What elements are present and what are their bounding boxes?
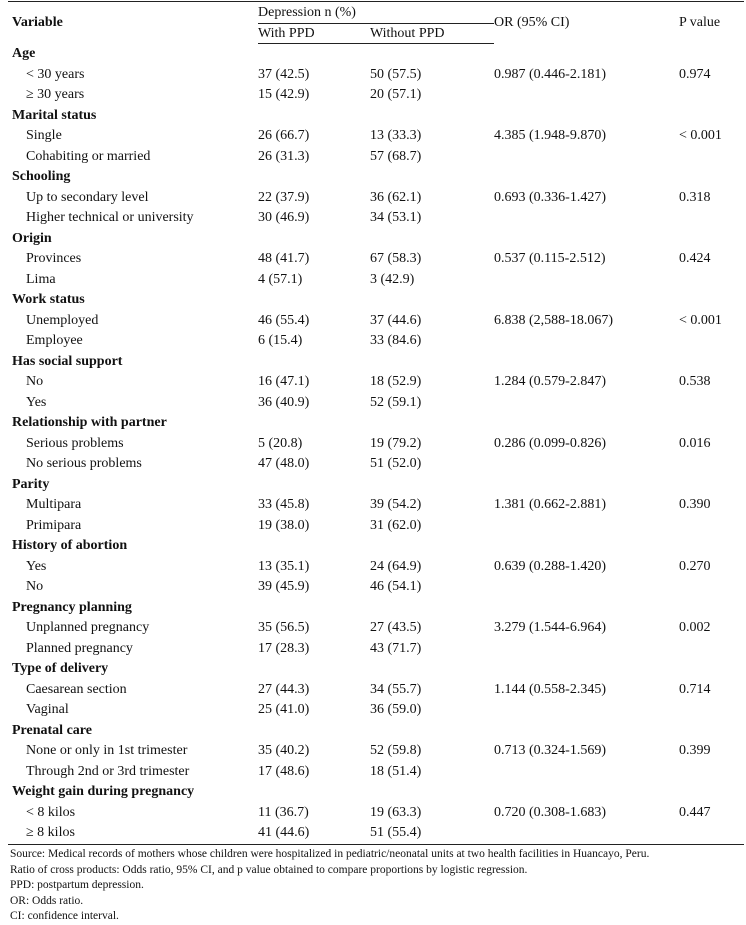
row-label: Single <box>26 128 62 143</box>
cell-without-ppd: 52 (59.1) <box>370 394 422 410</box>
table-row <box>8 823 744 844</box>
cell-p-value: 0.538 <box>679 374 711 389</box>
table-row <box>8 147 744 168</box>
cell-with-ppd: 39 (45.9) <box>258 579 310 594</box>
row-label: Provinces <box>26 251 82 266</box>
cell-without-ppd: 37 (44.6) <box>370 312 422 328</box>
cell-or-ci <box>494 516 679 537</box>
table-row <box>8 434 744 455</box>
row-label: ≥ 8 kilos <box>8 823 258 844</box>
cell-without-ppd: 18 (51.4) <box>370 763 422 779</box>
cell-without-ppd: 3 (42.9) <box>370 271 415 287</box>
cell-or-ci <box>494 454 679 475</box>
cell-p-value <box>679 85 744 106</box>
group-name: Parity <box>12 476 50 492</box>
row-label: < 30 years <box>26 66 85 82</box>
cell-with-ppd: 4 (57.1) <box>258 271 303 287</box>
cell-or-ci: 0.987 (0.446-2.181) <box>494 66 607 82</box>
cell-p-value <box>679 393 744 414</box>
group-row <box>8 44 744 65</box>
cell-with-ppd: 16 (47.1) <box>258 374 310 389</box>
cell-with-ppd: 26 (31.3) <box>258 148 310 164</box>
row-label: Unemployed <box>26 312 99 328</box>
cell-without-ppd: 51 (52.0) <box>370 456 422 471</box>
cell-p-value: < 0.001 <box>679 128 722 143</box>
table-row <box>8 639 744 660</box>
cell-or-ci: 0.693 (0.336-1.427) <box>494 189 607 205</box>
footnote-line: PPD: postpartum depression. <box>10 879 144 892</box>
cell-without-ppd: 34 (55.7) <box>370 681 422 697</box>
cell-p-value <box>679 700 744 721</box>
cell-with-ppd: 48 (41.7) <box>258 251 310 266</box>
row-label: Yes <box>26 558 47 574</box>
cell-with-ppd: 25 (41.0) <box>258 702 310 717</box>
cell-with-ppd: 26 (66.7) <box>258 128 310 143</box>
cell-p-value <box>679 823 744 844</box>
row-label: No <box>26 579 44 594</box>
cell-p-value: 0.390 <box>679 497 711 512</box>
cell-or-ci <box>494 577 679 598</box>
cell-with-ppd: 46 (55.4) <box>258 312 310 328</box>
group-name: Type of delivery <box>12 661 109 676</box>
row-label: Multipara <box>26 497 82 512</box>
row-label: Cohabiting or married <box>26 148 151 164</box>
cell-without-ppd: 51 (55.4) <box>370 823 494 844</box>
cell-with-ppd: 15 (42.9) <box>258 87 310 102</box>
cell-p-value: 0.002 <box>679 620 711 635</box>
group-name: Origin <box>12 230 52 246</box>
cell-with-ppd: 11 (36.7) <box>258 804 309 820</box>
table-row <box>8 516 744 537</box>
row-label: Unplanned pregnancy <box>26 620 150 635</box>
cell-p-value: 0.447 <box>679 804 711 820</box>
group-row <box>8 352 744 373</box>
cell-without-ppd: 24 (64.9) <box>370 558 422 574</box>
table-row <box>8 188 744 209</box>
table-body <box>8 44 744 845</box>
table-row <box>8 618 744 639</box>
cell-without-ppd: 57 (68.7) <box>370 148 422 164</box>
cell-or-ci <box>494 639 679 660</box>
group-row <box>8 598 744 619</box>
cell-p-value: 0.270 <box>679 558 711 574</box>
row-label: Up to secondary level <box>26 189 149 205</box>
cell-without-ppd: 67 (58.3) <box>370 251 422 266</box>
row-label: No serious problems <box>26 456 142 471</box>
group-row <box>8 536 744 557</box>
row-label: Caesarean section <box>26 681 127 697</box>
cell-or-ci: 0.286 (0.099-0.826) <box>494 435 607 451</box>
cell-or-ci <box>494 823 679 844</box>
group-name: Relationship with partner <box>12 415 167 430</box>
cell-p-value <box>679 762 744 783</box>
table-row <box>8 454 744 475</box>
table-row <box>8 557 744 578</box>
cell-with-ppd: 36 (40.9) <box>258 394 310 410</box>
cell-or-ci <box>494 393 679 414</box>
cell-or-ci <box>494 270 679 291</box>
table-row <box>8 249 744 270</box>
table-row <box>8 803 744 824</box>
cell-p-value <box>679 208 744 229</box>
table-row <box>8 577 744 598</box>
row-label: None or only in 1st trimester <box>26 743 188 758</box>
cell-p-value: 0.974 <box>679 66 711 82</box>
cell-or-ci: 1.381 (0.662-2.881) <box>494 497 607 512</box>
cell-with-ppd: 27 (44.3) <box>258 681 310 697</box>
cell-with-ppd: 13 (35.1) <box>258 558 310 574</box>
table-row <box>8 700 744 721</box>
header-with-ppd: With PPD <box>258 24 370 44</box>
cell-with-ppd: 19 (38.0) <box>258 517 310 533</box>
group-row <box>8 721 744 742</box>
cell-with-ppd: 35 (56.5) <box>258 620 310 635</box>
cell-or-ci: 0.639 (0.288-1.420) <box>494 558 607 574</box>
cell-without-ppd: 43 (71.7) <box>370 640 422 656</box>
cell-or-ci <box>494 331 679 352</box>
results-table <box>8 1 744 845</box>
cell-or-ci: 6.838 (2,588-18.067) <box>494 312 614 328</box>
cell-p-value: 0.399 <box>679 743 711 758</box>
cell-without-ppd: 19 (79.2) <box>370 435 422 451</box>
group-name: Work status <box>12 292 85 307</box>
cell-or-ci <box>494 762 679 783</box>
cell-without-ppd: 13 (33.3) <box>370 128 422 143</box>
footnote-line: CI: confidence interval. <box>10 910 119 923</box>
cell-p-value <box>679 270 744 291</box>
group-row <box>8 229 744 250</box>
header-variable: Variable <box>8 2 258 44</box>
cell-with-ppd: 33 (45.8) <box>258 497 310 512</box>
row-label: Employee <box>26 333 83 348</box>
row-label: No <box>26 374 44 389</box>
table-row <box>8 270 744 291</box>
cell-with-ppd: 5 (20.8) <box>258 435 303 451</box>
row-label: Higher technical or university <box>26 210 194 225</box>
cell-with-ppd: 41 (44.6) <box>258 823 370 844</box>
header-depression-group: Depression n (%) <box>258 2 494 24</box>
group-name: Age <box>12 46 36 61</box>
row-label: Lima <box>26 271 56 287</box>
header-or-ci: OR (95% CI) <box>494 2 679 44</box>
cell-or-ci: 1.144 (0.558-2.345) <box>494 681 607 697</box>
table-row <box>8 680 744 701</box>
table-row <box>8 208 744 229</box>
header-p-value: P value <box>679 2 744 44</box>
footnote-line: OR: Odds ratio. <box>10 894 84 907</box>
cell-p-value <box>679 577 744 598</box>
table-row <box>8 741 744 762</box>
row-label: Vaginal <box>26 702 69 717</box>
group-row <box>8 167 744 188</box>
cell-without-ppd: 19 (63.3) <box>370 804 422 820</box>
cell-with-ppd: 35 (40.2) <box>258 743 310 758</box>
cell-without-ppd: 31 (62.0) <box>370 517 422 533</box>
table-row <box>8 331 744 352</box>
cell-p-value: 0.318 <box>679 189 711 205</box>
group-name: Has social support <box>12 353 123 369</box>
group-row <box>8 659 744 680</box>
table-row <box>8 393 744 414</box>
cell-or-ci: 0.537 (0.115-2.512) <box>494 251 606 266</box>
cell-without-ppd: 52 (59.8) <box>370 743 422 758</box>
cell-without-ppd: 39 (54.2) <box>370 497 422 512</box>
cell-without-ppd: 46 (54.1) <box>370 579 422 594</box>
group-name: Weight gain during pregnancy <box>12 784 195 799</box>
row-label: Planned pregnancy <box>26 640 133 656</box>
table-footnotes <box>10 847 744 925</box>
cell-p-value: < 0.001 <box>679 312 722 328</box>
table-header <box>8 2 744 44</box>
cell-or-ci <box>494 147 679 168</box>
cell-or-ci: 4.385 (1.948-9.870) <box>494 128 607 143</box>
cell-p-value: 0.424 <box>679 251 711 266</box>
cell-p-value: 0.016 <box>679 435 711 451</box>
cell-without-ppd: 20 (57.1) <box>370 87 422 102</box>
table-row <box>8 65 744 86</box>
table-row <box>8 126 744 147</box>
cell-with-ppd: 22 (37.9) <box>258 189 310 205</box>
table-row <box>8 762 744 783</box>
row-label: Serious problems <box>26 435 124 451</box>
cell-with-ppd: 17 (28.3) <box>258 640 310 656</box>
cell-p-value <box>679 454 744 475</box>
cell-with-ppd: 47 (48.0) <box>258 456 310 471</box>
cell-or-ci: 1.284 (0.579-2.847) <box>494 374 607 389</box>
cell-without-ppd: 27 (43.5) <box>370 620 422 635</box>
table-row <box>8 372 744 393</box>
row-label: Through 2nd or 3rd trimester <box>26 763 190 779</box>
footnote-line: Source: Medical records of mothers whose children were hospitalized in pediatric/neonatal units at two health facilities in Huancayo, Peru. <box>10 848 650 860</box>
group-name: Schooling <box>12 169 71 184</box>
row-label: < 8 kilos <box>26 804 76 820</box>
cell-or-ci: 3.279 (1.544-6.964) <box>494 620 607 635</box>
group-row <box>8 475 744 496</box>
row-label: Yes <box>26 394 47 410</box>
row-label: ≥ 30 years <box>26 87 85 102</box>
cell-with-ppd: 6 (15.4) <box>258 333 303 348</box>
header-without-ppd: Without PPD <box>370 24 494 44</box>
cell-p-value <box>679 331 744 352</box>
cell-with-ppd: 37 (42.5) <box>258 66 310 82</box>
group-row <box>8 106 744 127</box>
table-row <box>8 311 744 332</box>
cell-or-ci <box>494 208 679 229</box>
cell-p-value <box>679 639 744 660</box>
cell-without-ppd: 36 (62.1) <box>370 189 422 205</box>
group-name: Marital status <box>12 107 97 123</box>
cell-without-ppd: 34 (53.1) <box>370 210 422 225</box>
cell-p-value: 0.714 <box>679 681 711 697</box>
group-name: Pregnancy planning <box>12 599 132 615</box>
cell-without-ppd: 50 (57.5) <box>370 66 422 82</box>
table-row <box>8 85 744 106</box>
group-name: Prenatal care <box>12 722 92 738</box>
group-row <box>8 413 744 434</box>
cell-with-ppd: 17 (48.6) <box>258 763 310 779</box>
footnote-line: Ratio of cross products: Odds ratio, 95% CI, and p value obtained to compare proportions by logistic regression. <box>10 863 528 876</box>
cell-or-ci <box>494 85 679 106</box>
table-row <box>8 495 744 516</box>
cell-without-ppd: 36 (59.0) <box>370 702 422 717</box>
row-label: Primipara <box>26 517 82 533</box>
group-row <box>8 290 744 311</box>
group-row <box>8 782 744 803</box>
cell-or-ci <box>494 700 679 721</box>
cell-or-ci: 0.720 (0.308-1.683) <box>494 804 607 820</box>
cell-p-value <box>679 147 744 168</box>
cell-or-ci: 0.713 (0.324-1.569) <box>494 743 607 758</box>
cell-with-ppd: 30 (46.9) <box>258 210 310 225</box>
cell-without-ppd: 18 (52.9) <box>370 374 422 389</box>
cell-p-value <box>679 516 744 537</box>
group-name: History of abortion <box>12 538 128 553</box>
cell-without-ppd: 33 (84.6) <box>370 333 422 348</box>
